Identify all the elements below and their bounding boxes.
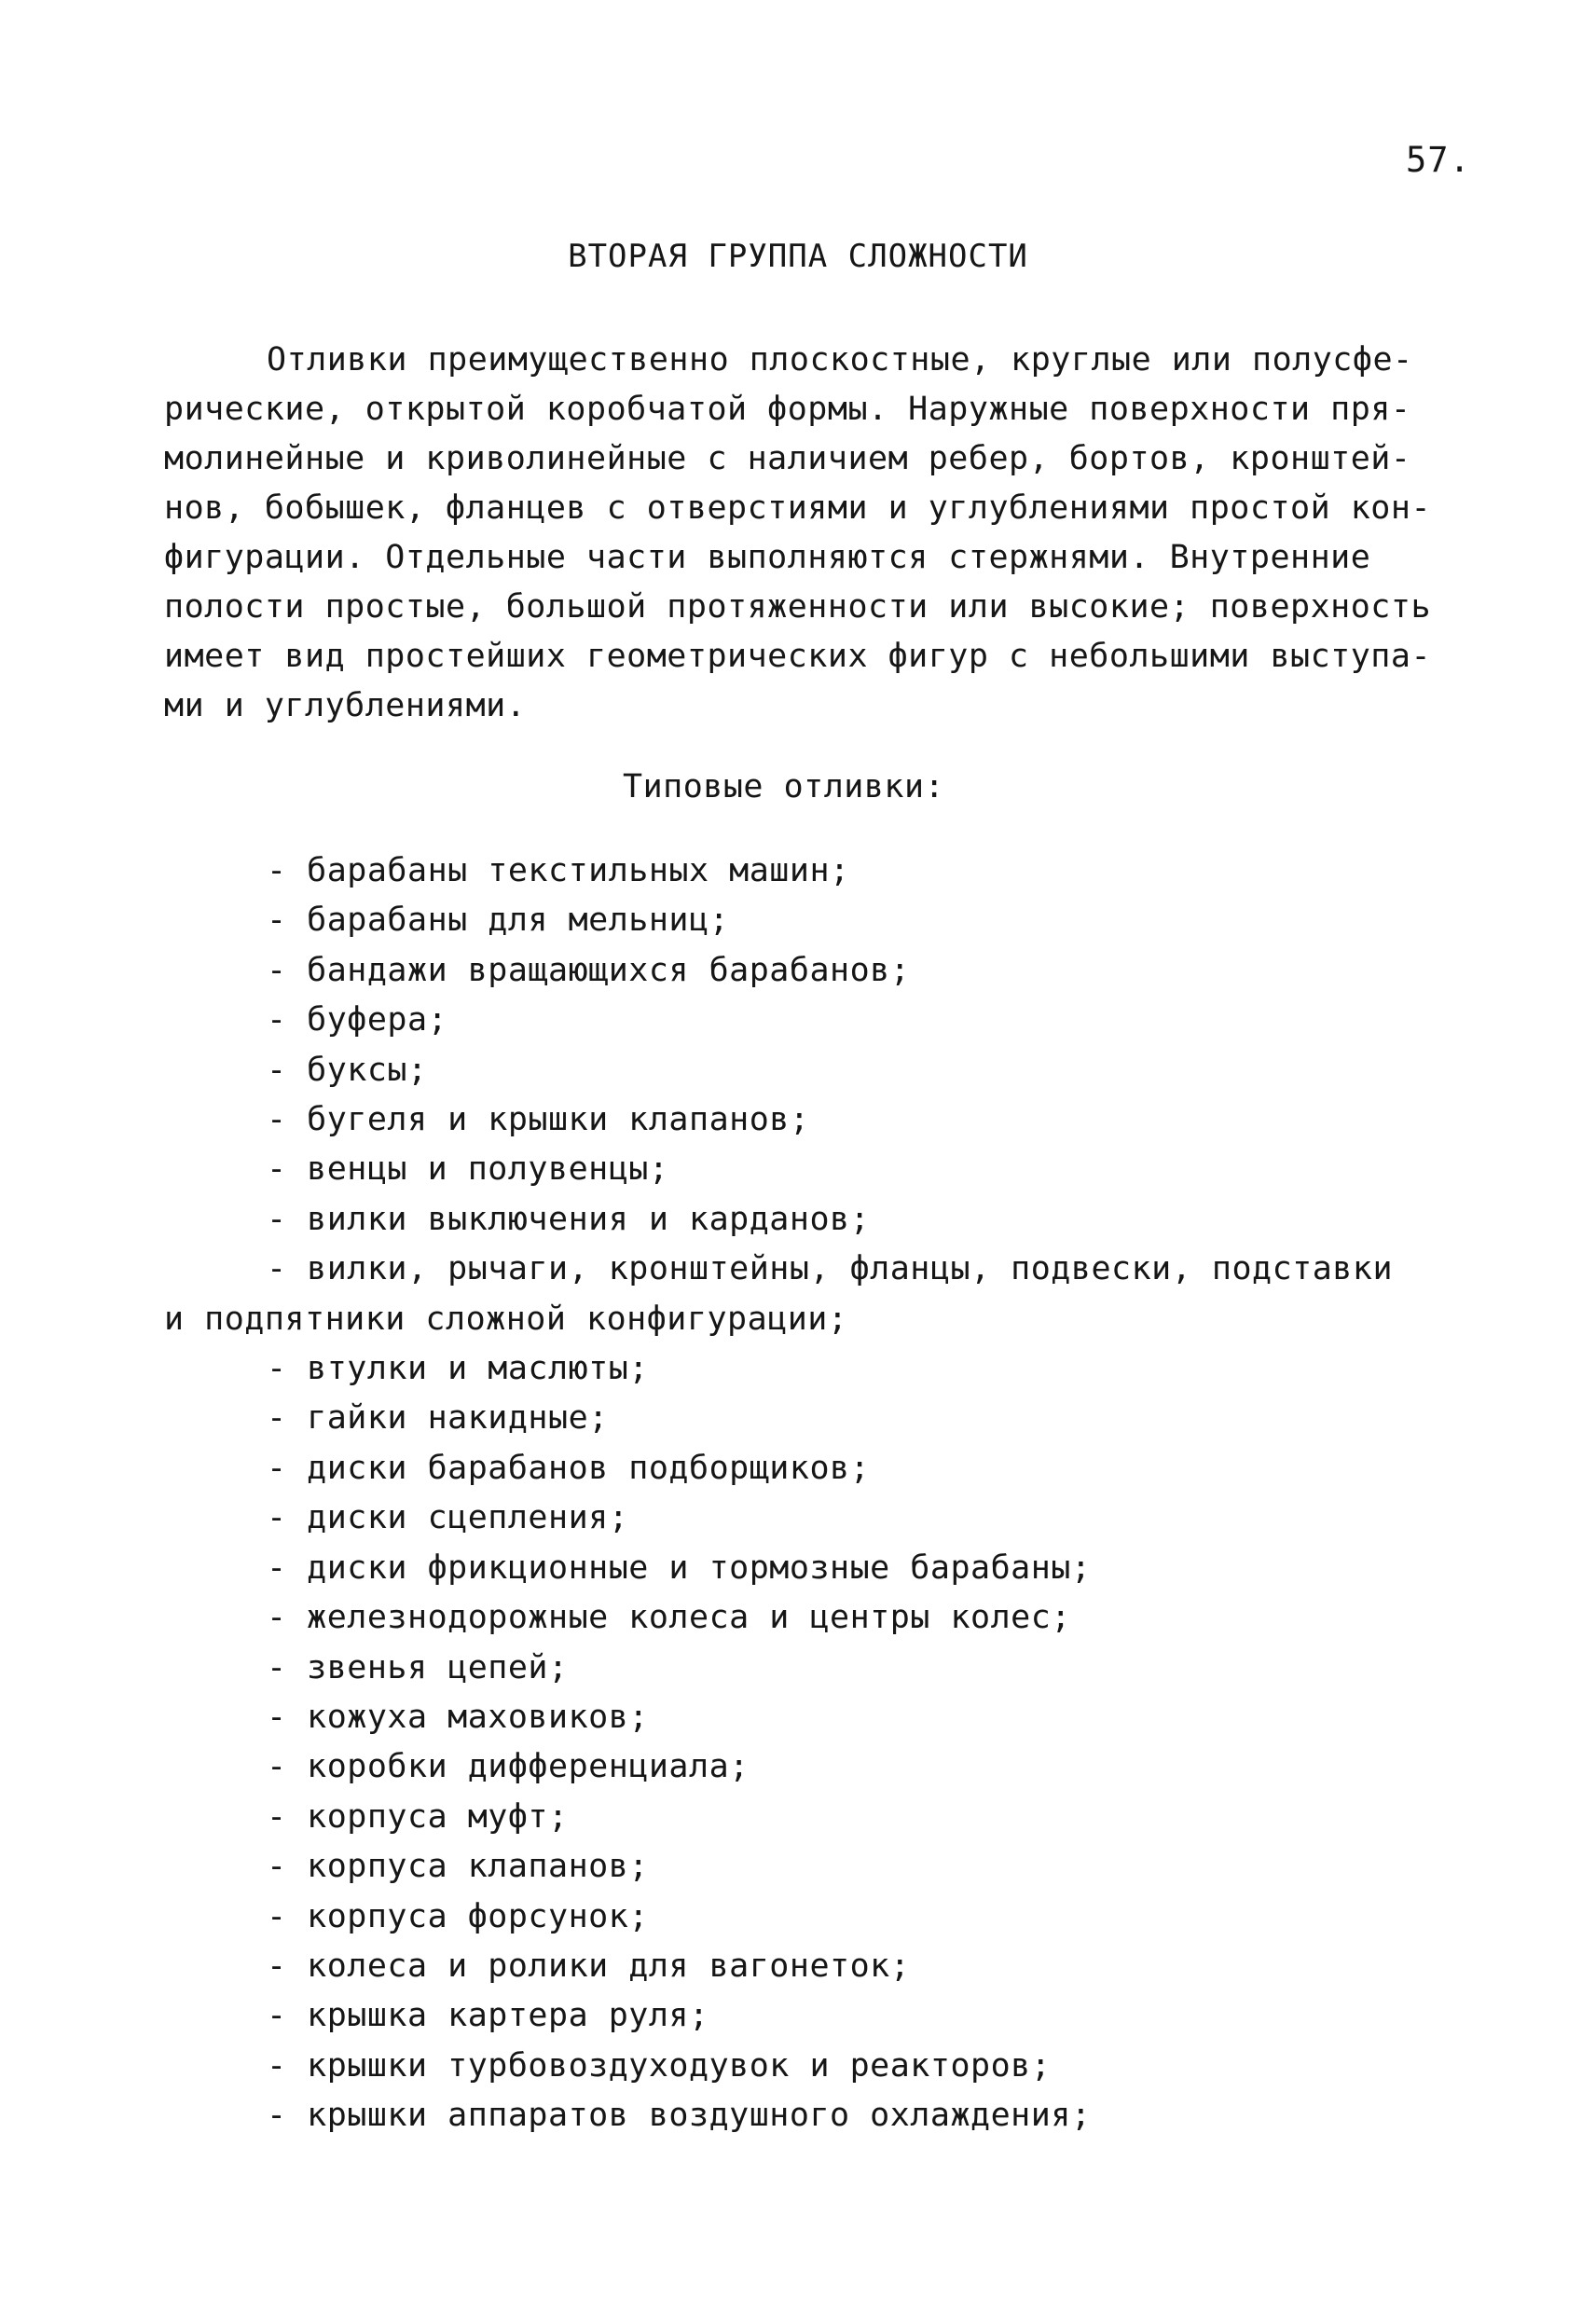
intro-line: рические, открытой коробчатой формы. Наружные поверхности пря-	[164, 391, 1411, 428]
intro-line: ми и углублениями.	[164, 687, 527, 724]
typical-castings-heading: Типовые отливки:	[623, 768, 945, 805]
intro-line: полости простые, большой протяженности или высокие; поверхность	[164, 588, 1432, 626]
list-item: - бандажи вращающихся барабанов;	[267, 951, 911, 989]
list-item: - диски сцепления;	[267, 1499, 629, 1537]
list-item: - барабаны текстильных машин;	[267, 852, 850, 889]
list-item: - крышка картера руля;	[267, 1997, 709, 2035]
intro-line: фигурации. Отдельные части выполняются стержнями. Внутренние	[164, 539, 1371, 576]
list-item: - корпуса клапанов;	[267, 1848, 649, 1886]
list-item: - вилки выключения и карданов;	[267, 1200, 871, 1238]
list-item: - втулки и маслюты;	[267, 1350, 649, 1388]
list-item: - корпуса форсунок;	[267, 1897, 649, 1935]
intro-line: Отливки преимущественно плоскостные, круглые или полусфе-	[267, 341, 1413, 378]
list-item: - барабаны для мельниц;	[267, 901, 730, 940]
list-item: - колеса и ролики для вагонеток;	[267, 1947, 911, 1985]
list-item: - гайки накидные;	[267, 1399, 609, 1438]
page-number: 57.	[1406, 140, 1471, 180]
list-item: - корпуса муфт;	[267, 1797, 569, 1836]
list-item: - кожуха маховиков;	[267, 1698, 649, 1736]
list-item: - диски барабанов подборщиков;	[267, 1449, 871, 1487]
list-item: - вилки, рычаги, кронштейны, фланцы, подвески, подставки	[267, 1250, 1394, 1288]
list-item: - крышки турбовоздуходувок и реакторов;	[267, 2046, 1052, 2085]
section-heading: ВТОРАЯ ГРУППА СЛОЖНОСТИ	[568, 238, 1028, 275]
list-item: - крышки аппаратов воздушного охлаждения;	[267, 2097, 1092, 2135]
list-item: - железнодорожные колеса и центры колес;	[267, 1599, 1071, 1637]
intro-paragraph	[164, 336, 1479, 731]
list-item: - бугеля и крышки клапанов;	[267, 1101, 810, 1139]
list-item: - звенья цепей;	[267, 1648, 569, 1686]
list-item: - буфера;	[267, 1001, 448, 1039]
list-item: - диски фрикционные и тормозные барабаны;	[267, 1548, 1092, 1587]
list-item: - венцы и полувенцы;	[267, 1150, 669, 1189]
intro-line: молинейные и криволинейные с наличием ребер, бортов, кронштей-	[164, 440, 1411, 477]
list-item: - буксы;	[267, 1051, 428, 1089]
intro-line: нов, бобышек, фланцев с отверстиями и углублениями простой кон-	[164, 489, 1432, 527]
typical-castings-list	[164, 846, 1393, 2141]
list-item: - коробки дифференциала;	[267, 1748, 750, 1786]
list-item-continuation: и подпятники сложной конфигурации;	[164, 1300, 848, 1338]
intro-line: имеет вид простейших геометрических фигур с небольшими выступа-	[164, 638, 1432, 675]
